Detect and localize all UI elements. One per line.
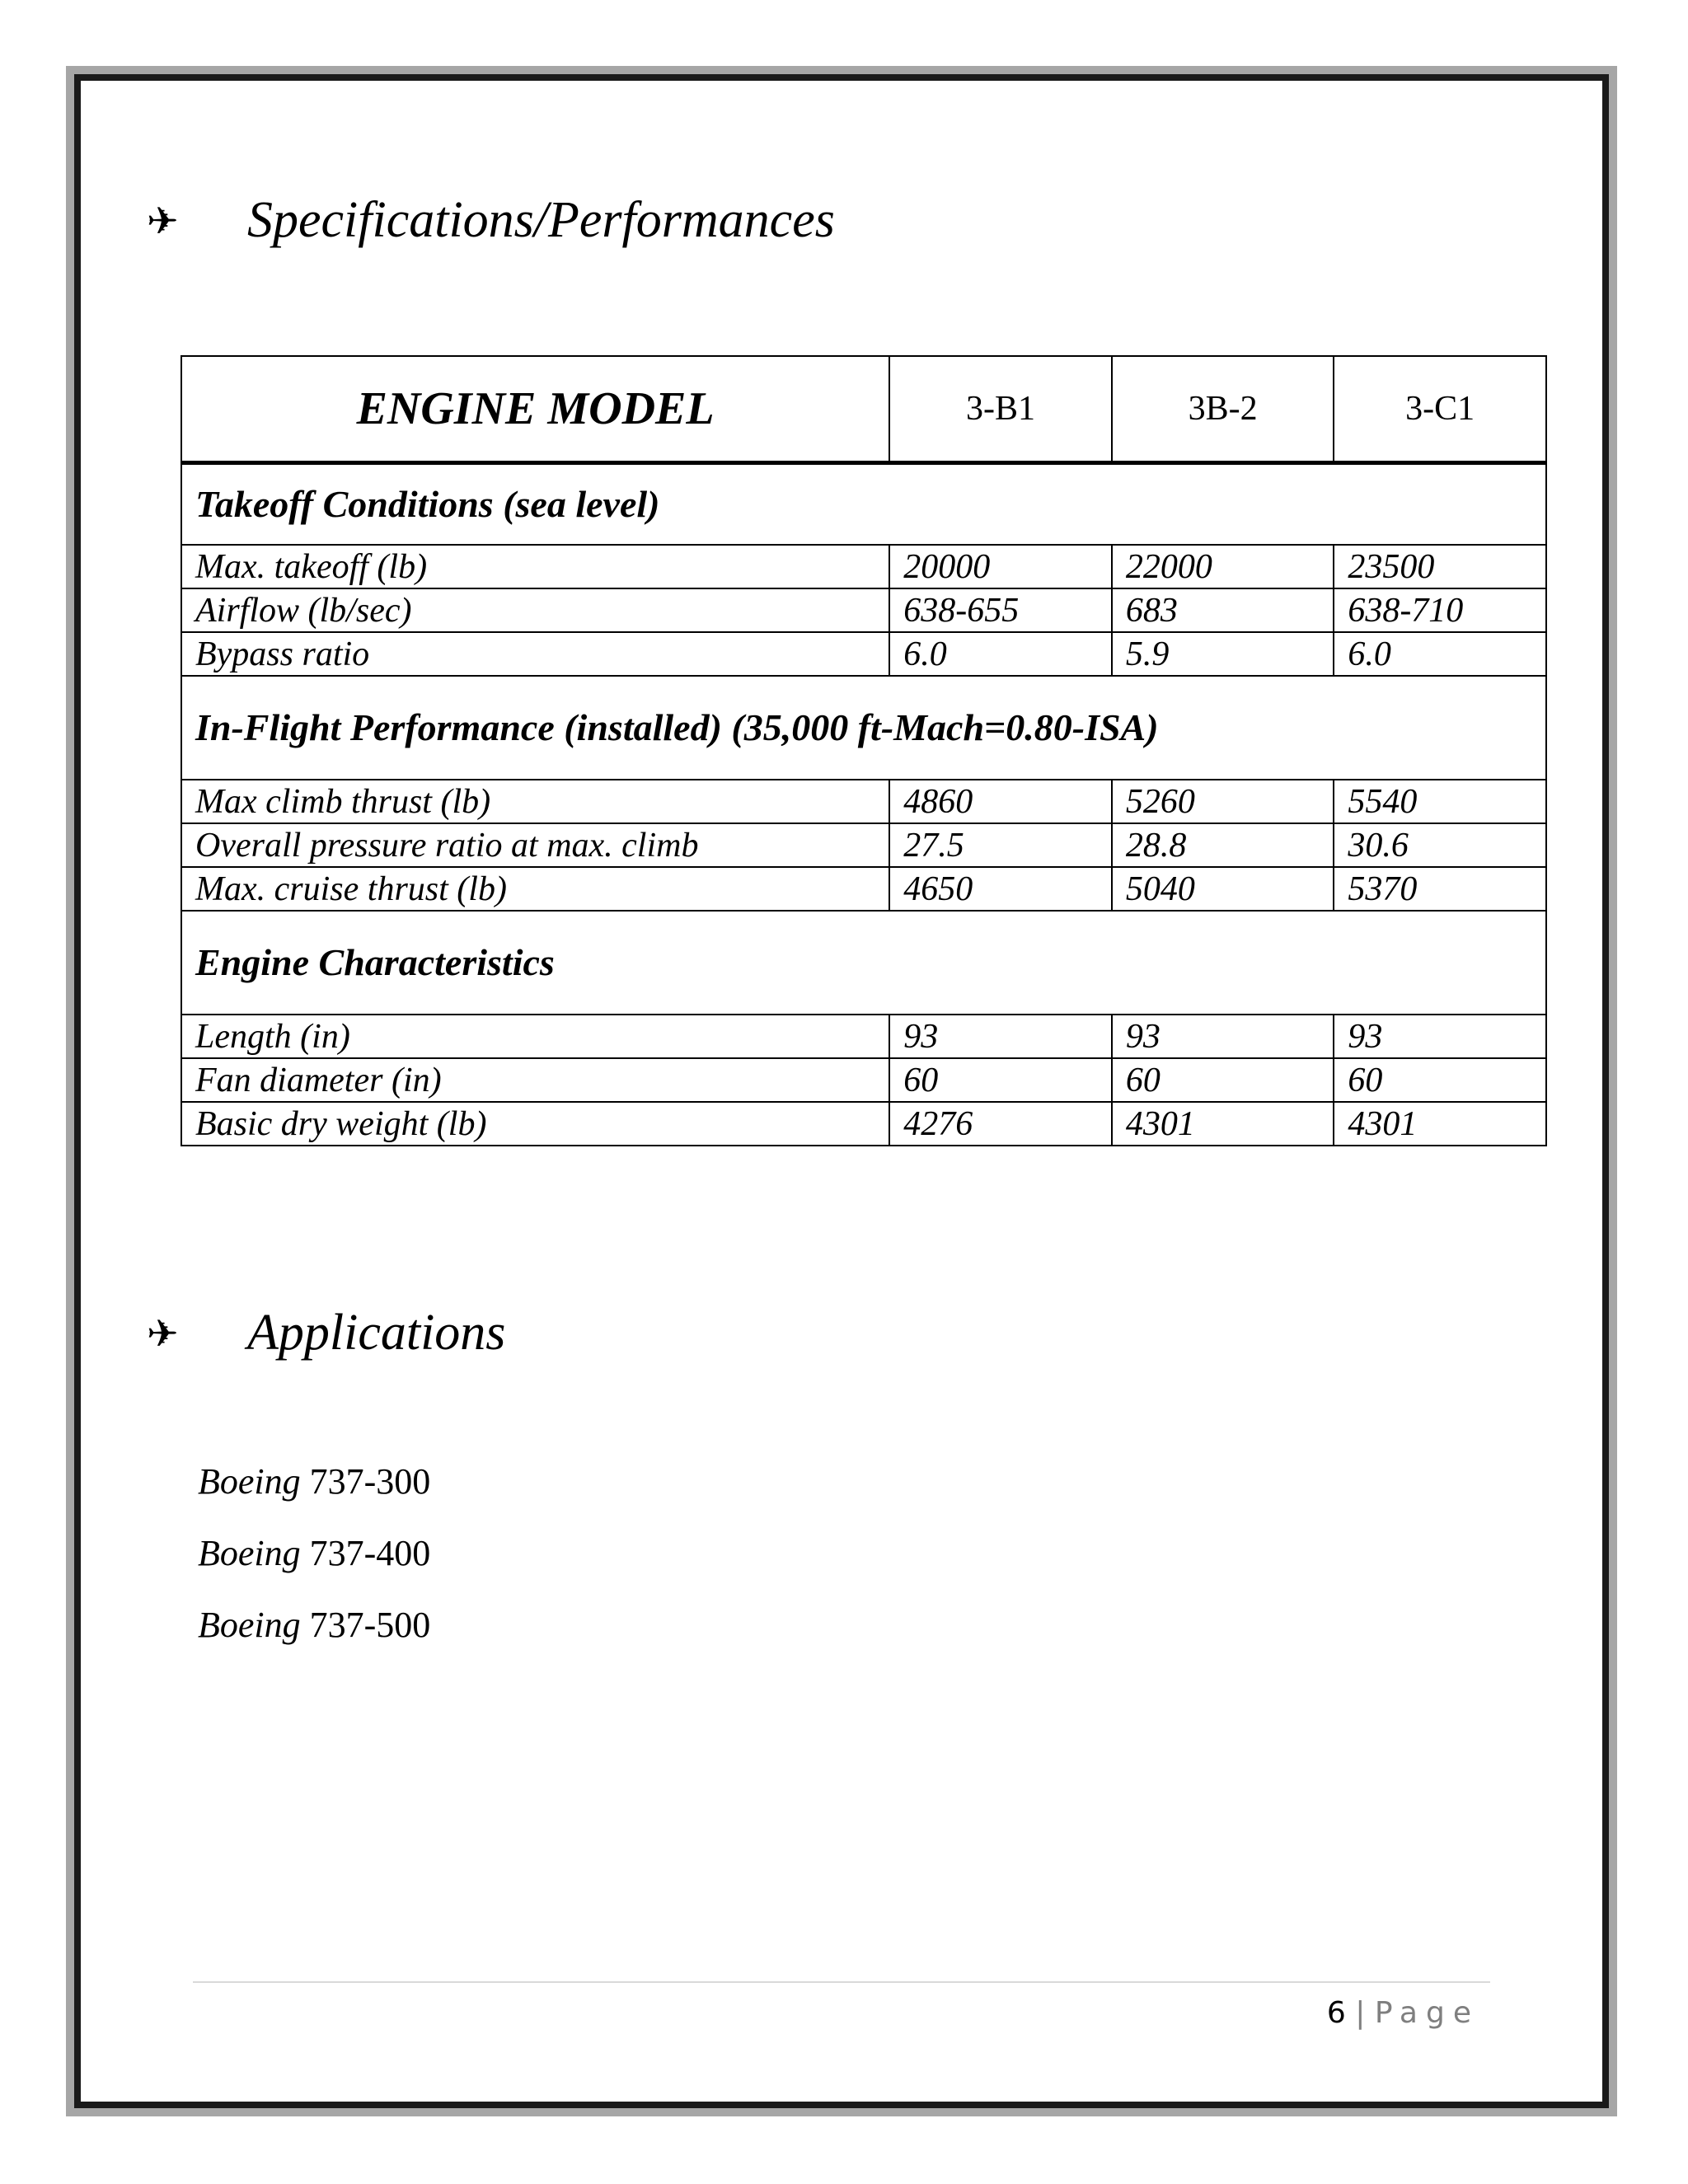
table-header-row <box>181 356 1546 463</box>
row-value: 4650 <box>889 867 1112 911</box>
table-row <box>181 1015 1546 1058</box>
table-row <box>181 1102 1546 1146</box>
row-value: 683 <box>1112 588 1334 632</box>
page-number-footer <box>1327 1996 1479 2030</box>
applications-heading-text: Applications <box>247 1305 506 1361</box>
row-value: 638-710 <box>1334 588 1546 632</box>
row-value: 22000 <box>1112 545 1334 588</box>
row-label: Airflow (lb/sec) <box>181 588 889 632</box>
row-value: 638-655 <box>889 588 1112 632</box>
row-label: Length (in) <box>181 1015 889 1058</box>
page-separator: | <box>1355 1996 1366 2030</box>
row-value: 60 <box>1112 1058 1334 1102</box>
row-label: Max. takeoff (lb) <box>181 545 889 588</box>
row-value: 30.6 <box>1334 823 1546 867</box>
row-value: 6.0 <box>1334 632 1546 676</box>
table-section-row <box>181 676 1546 780</box>
list-item <box>198 1604 430 1646</box>
specs-heading-text: Specifications/Performances <box>247 192 835 248</box>
row-label: Max climb thrust (lb) <box>181 780 889 823</box>
footer-divider <box>193 1981 1490 1983</box>
row-value: 23500 <box>1334 545 1546 588</box>
row-value: 28.8 <box>1112 823 1334 867</box>
row-label: Overall pressure ratio at max. climb <box>181 823 889 867</box>
row-label: Basic dry weight (lb) <box>181 1102 889 1146</box>
row-value: 27.5 <box>889 823 1112 867</box>
aircraft-model: 737-500 <box>309 1605 431 1645</box>
row-value: 5040 <box>1112 867 1334 911</box>
aircraft-model: 737-300 <box>309 1461 431 1502</box>
row-label: Bypass ratio <box>181 632 889 676</box>
table-row <box>181 588 1546 632</box>
engine-model-header: ENGINE MODEL <box>181 356 889 463</box>
list-item <box>198 1460 430 1502</box>
table-row <box>181 780 1546 823</box>
model-column-header: 3B-2 <box>1112 356 1334 463</box>
applications-heading <box>147 1304 505 1362</box>
table-row <box>181 632 1546 676</box>
table-section-row <box>181 463 1546 546</box>
row-label: Max. cruise thrust (lb) <box>181 867 889 911</box>
table-row <box>181 867 1546 911</box>
row-value: 60 <box>889 1058 1112 1102</box>
row-value: 20000 <box>889 545 1112 588</box>
row-value: 60 <box>1334 1058 1546 1102</box>
model-column-header: 3-B1 <box>889 356 1112 463</box>
table-row <box>181 1058 1546 1102</box>
airplane-icon: ✈ <box>147 1310 179 1356</box>
row-value: 4301 <box>1112 1102 1334 1146</box>
row-value: 5540 <box>1334 780 1546 823</box>
table-row <box>181 823 1546 867</box>
row-value: 6.0 <box>889 632 1112 676</box>
aircraft-make: Boeing <box>198 1605 301 1645</box>
row-label: Fan diameter (in) <box>181 1058 889 1102</box>
row-value: 4276 <box>889 1102 1112 1146</box>
row-value: 93 <box>1112 1015 1334 1058</box>
row-value: 4301 <box>1334 1102 1546 1146</box>
section-title: Engine Characteristics <box>181 911 1546 1015</box>
page-word: Page <box>1374 1996 1479 2030</box>
row-value: 5.9 <box>1112 632 1334 676</box>
page-number: 6 <box>1326 1996 1346 2030</box>
row-value: 93 <box>1334 1015 1546 1058</box>
section-title: Takeoff Conditions (sea level) <box>181 463 1546 546</box>
table-section-row <box>181 911 1546 1015</box>
row-value: 5260 <box>1112 780 1334 823</box>
aircraft-make: Boeing <box>198 1461 301 1502</box>
row-value: 4860 <box>889 780 1112 823</box>
row-value: 5370 <box>1334 867 1546 911</box>
airplane-icon: ✈ <box>147 198 179 243</box>
model-column-header: 3-C1 <box>1334 356 1546 463</box>
engine-spec-table <box>181 355 1547 1146</box>
row-value: 93 <box>889 1015 1112 1058</box>
specs-heading <box>147 191 835 250</box>
table-row <box>181 545 1546 588</box>
list-item <box>198 1532 430 1574</box>
section-title: In-Flight Performance (installed) (35,000 ft-Mach=0.80-ISA) <box>181 676 1546 780</box>
aircraft-model: 737-400 <box>309 1533 431 1573</box>
aircraft-make: Boeing <box>198 1533 301 1573</box>
